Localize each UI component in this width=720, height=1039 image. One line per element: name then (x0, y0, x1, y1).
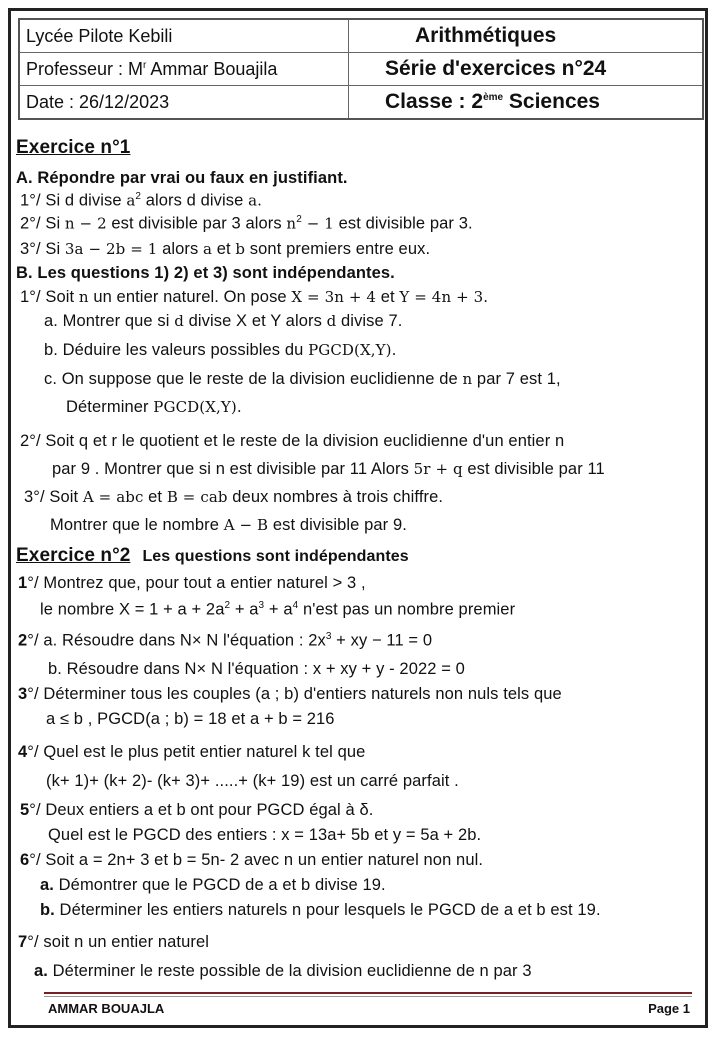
text-line (16, 264, 395, 283)
text-segment: + xy − 11 = 0 (331, 631, 433, 650)
footer-page: Page 1 (648, 1001, 690, 1016)
exercise-heading (16, 137, 130, 159)
math-expression: A = abc (82, 488, 144, 506)
text-segment: 3 (18, 685, 28, 703)
exponent: 2 (296, 214, 302, 225)
text-segment: °/ Montrez que, pour tout a entier naturel > 3 , (27, 574, 366, 592)
exercise-heading (16, 545, 409, 567)
text-segment: B. Les questions 1) 2) et 3) sont indépendantes. (16, 264, 395, 282)
math-expression: a. (248, 191, 263, 210)
header-table (18, 18, 704, 120)
text-segment: 6 (20, 851, 30, 869)
text-segment: deux nombres à trois chiffre. (227, 488, 444, 506)
text-segment: Exercice n°2 (16, 545, 131, 566)
text-segment: + a (230, 600, 259, 619)
class-label: Classe : 2 (385, 90, 484, 113)
text-segment: le nombre X = 1 + a + 2a (40, 600, 225, 619)
text-segment: Déterminer (66, 398, 154, 416)
text-segment: 4 (18, 743, 28, 761)
text-line (20, 801, 373, 820)
text-line (16, 169, 348, 188)
text-line (40, 901, 601, 920)
text-segment: °/ Déterminer tous les couples (a ; b) d'entiers naturels non nuls tels que (27, 685, 562, 703)
text-segment: a. (40, 876, 54, 894)
text-line (44, 312, 402, 331)
class-name: Sciences (503, 90, 600, 113)
text-line (20, 432, 564, 451)
teacher-sup: r (143, 59, 147, 71)
text-line (44, 370, 561, 389)
text-line (48, 660, 465, 679)
text-line (50, 516, 407, 535)
text-segment: 7 (18, 933, 28, 951)
math-expression: PGCD(X,Y). (308, 341, 397, 359)
exponent: 3 (258, 600, 265, 611)
text-segment: divise X et Y alors (183, 312, 327, 330)
text-segment: a ≤ b , PGCD(a ; b) = 18 et a + b = 216 (46, 710, 335, 728)
math-expression: B = cab (166, 488, 228, 506)
math-expression: a (203, 240, 213, 258)
teacher-cell (19, 53, 349, 86)
text-segment: est divisible par 9. (268, 516, 407, 534)
text-line (44, 341, 396, 360)
math-expression: n (78, 288, 89, 306)
subject-text: Arithmétiques (415, 24, 557, 47)
exponent: 4 (292, 600, 299, 611)
text-line (18, 631, 432, 651)
text-segment: Exercice n°1 (16, 137, 131, 158)
math-expression: a (126, 191, 136, 210)
text-segment: est divisible par 3 alors (106, 214, 287, 233)
date: Date : 26/12/2023 (19, 86, 349, 120)
text-segment: °/ Soit a = 2n+ 3 et b = 5n- 2 avec n un entier naturel non nul. (29, 851, 484, 869)
class-cell (349, 86, 704, 120)
text-segment: alors (157, 240, 204, 258)
text-segment: °/ Deux entiers a et b ont pour PGCD égal à δ. (29, 801, 374, 819)
text-line (20, 214, 473, 234)
text-line (20, 851, 483, 870)
text-line (18, 743, 365, 762)
text-segment: et (212, 240, 236, 258)
text-segment: est divisible par 11 (462, 460, 605, 478)
text-segment: par 7 est 1, (472, 370, 561, 388)
text-segment: sont premiers entre eux. (245, 240, 431, 258)
footer-author: AMMAR BOUAJLA (48, 1001, 165, 1016)
text-segment: alors d divise (141, 191, 249, 210)
class-sup: ème (483, 92, 504, 103)
text-line (52, 460, 605, 479)
text-segment: 3°/ Soit (24, 488, 83, 506)
text-segment: un entier naturel. On pose (88, 288, 292, 306)
teacher-name: Ammar Bouajila (146, 58, 278, 79)
math-expression: n (286, 214, 297, 233)
text-line (40, 876, 386, 895)
math-expression: d (174, 312, 184, 330)
text-segment: °/ Quel est le plus petit entier naturel k tel que (27, 743, 366, 761)
text-line (20, 288, 488, 307)
math-expression: d (326, 312, 337, 330)
text-segment: Montrer que le nombre (50, 516, 224, 534)
text-segment: et (143, 488, 167, 506)
text-line (48, 826, 481, 845)
text-segment: 1°/ Soit (20, 288, 79, 306)
text-line (46, 710, 335, 729)
text-segment: a. (34, 962, 48, 980)
text-segment: 2°/ Soit q et r le quotient et le reste de la division euclidienne d'un entier n (20, 432, 565, 450)
text-line (40, 600, 515, 620)
math-expression: X = 3n + 4 (291, 288, 377, 306)
math-expression: − 1 (301, 214, 334, 233)
footer-rule (44, 992, 692, 997)
text-segment: A. Répondre par vrai ou faux en justifiant. (16, 169, 348, 187)
exponent: 3 (325, 631, 332, 642)
math-expression: n − 2 (64, 214, 107, 233)
text-line (18, 933, 209, 952)
text-line (24, 488, 443, 507)
text-line (18, 685, 562, 704)
text-segment: est divisible par 3. (333, 214, 473, 233)
text-segment: + a (264, 600, 293, 619)
text-segment: c. On suppose que le reste de la division euclidienne de (44, 370, 463, 388)
text-segment: a. Montrer que si (44, 312, 175, 330)
math-expression: n (462, 370, 473, 388)
text-segment: divise 7. (336, 312, 403, 330)
school-name: Lycée Pilote Kebili (19, 19, 349, 53)
series-title: Série d'exercices n°24 (349, 53, 704, 86)
text-segment: 5 (20, 801, 30, 819)
text-segment: Déterminer le reste possible de la division euclidienne de n par 3 (47, 962, 532, 980)
text-segment: Démontrer que le PGCD de a et b divise 19. (53, 876, 386, 894)
text-segment: Les questions sont indépendantes (142, 548, 409, 565)
text-segment: b. (40, 901, 55, 919)
text-line (66, 398, 242, 417)
text-segment: 2°/ Si (20, 214, 65, 233)
text-segment: n'est pas un nombre premier (298, 600, 516, 619)
math-expression: Y = 4n + 3. (399, 288, 489, 306)
text-segment: °/ soit n un entier naturel (27, 933, 210, 951)
text-segment: °/ a. Résoudre dans N× N l'équation : 2x (27, 631, 326, 650)
text-segment: b. Déduire les valeurs possibles du (44, 341, 309, 359)
text-segment: Déterminer les entiers naturels n pour lesquels le PGCD de a et b est 19. (54, 901, 601, 919)
exponent: 2 (135, 191, 142, 202)
text-segment: 2 (18, 631, 28, 650)
text-segment: 1 (18, 574, 28, 592)
text-segment: Quel est le PGCD des entiers : x = 13a+ 5b et y = 5a + 2b. (48, 826, 482, 844)
text-line (20, 191, 262, 211)
text-segment: b. Résoudre dans N× N l'équation : x + xy + y - 2022 = 0 (48, 660, 465, 678)
math-expression: 3a − 2b = 1 (64, 240, 158, 258)
text-segment: 3°/ Si (20, 240, 65, 258)
math-expression: PGCD(X,Y). (153, 398, 242, 416)
text-line (20, 240, 430, 259)
subject-title (349, 19, 704, 53)
text-segment: (k+ 1)+ (k+ 2)- (k+ 3)+ .....+ (k+ 19) est un carré parfait . (46, 772, 459, 790)
teacher-label: Professeur : M (26, 58, 144, 79)
math-expression: 5r + q (413, 460, 463, 478)
text-segment: et (376, 288, 400, 306)
text-line (34, 962, 532, 981)
text-segment: par 9 . Montrer que si n est divisible par 11 Alors (52, 460, 414, 478)
text-segment: 1°/ Si d divise (20, 191, 127, 210)
exponent: 2 (224, 600, 231, 611)
text-line (46, 772, 459, 791)
math-expression: A − B (223, 516, 269, 534)
math-expression: b (235, 240, 246, 258)
text-line (18, 574, 366, 593)
